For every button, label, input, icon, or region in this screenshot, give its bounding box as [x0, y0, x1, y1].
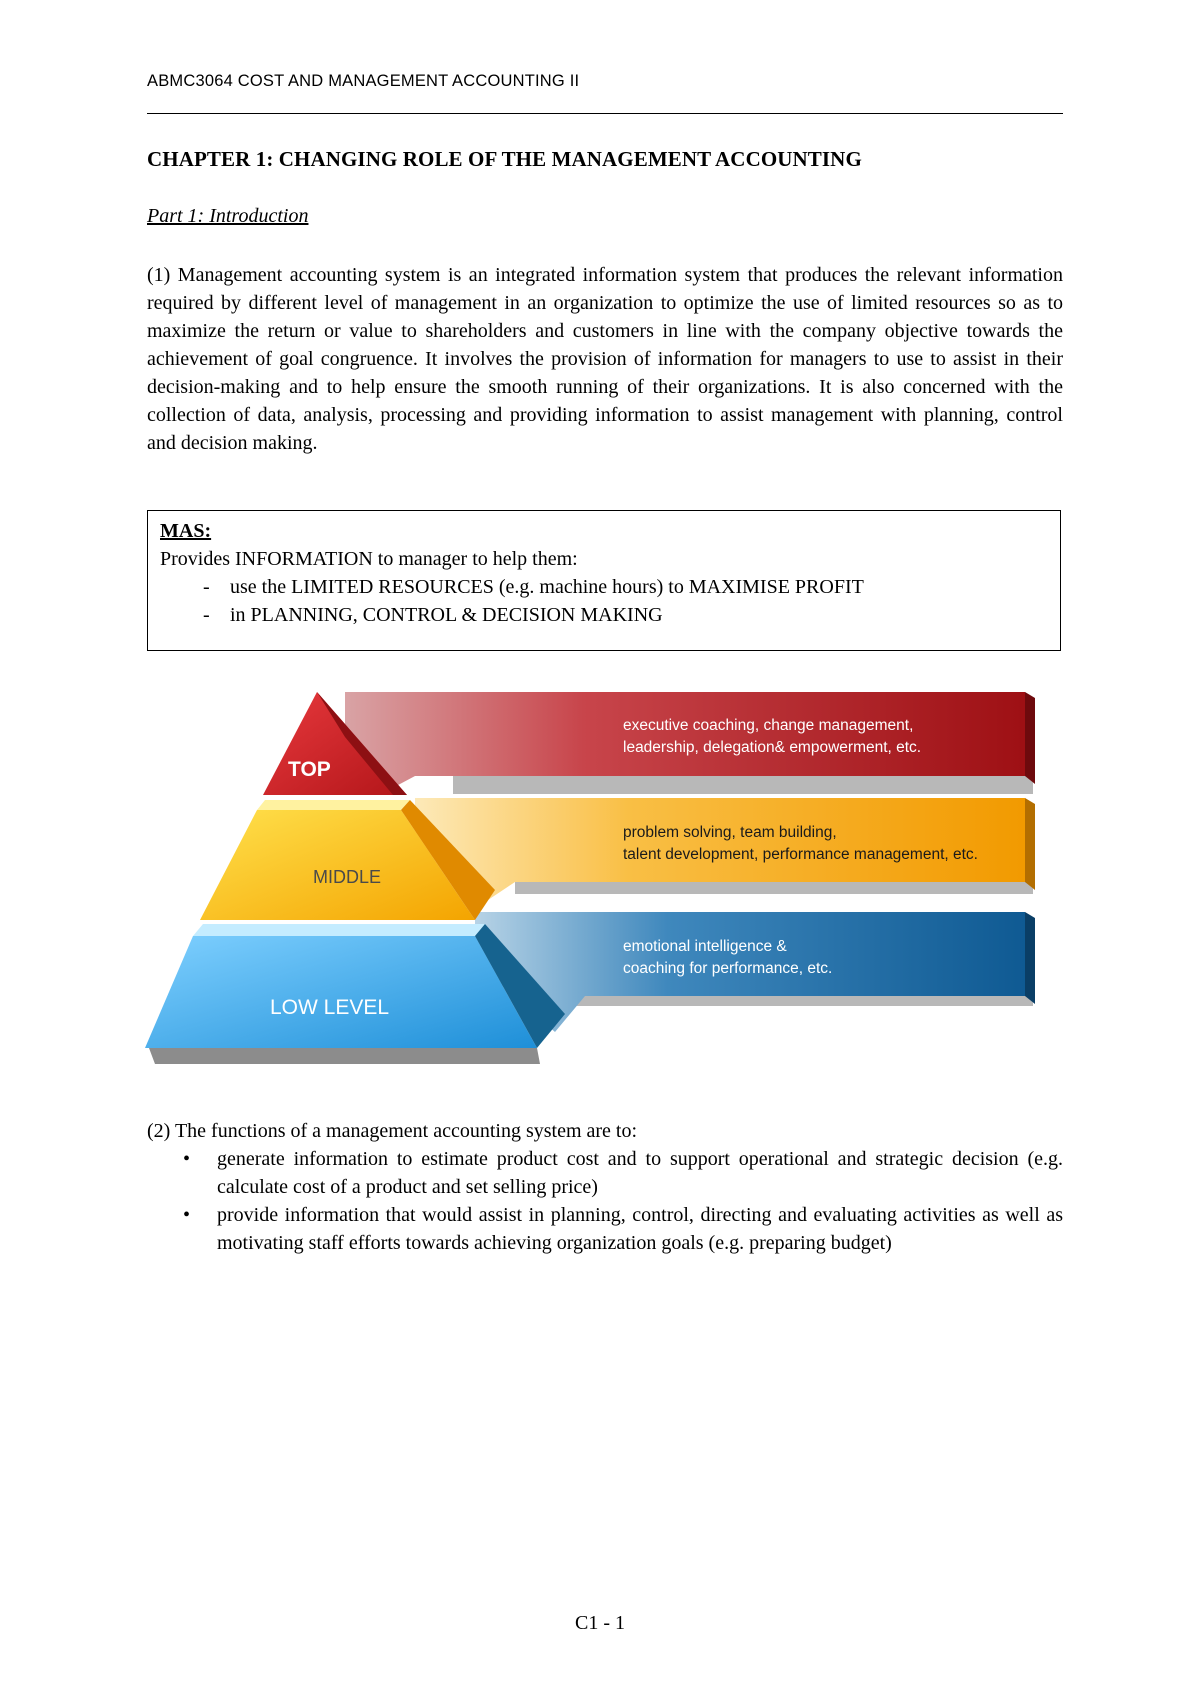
middle-band-line-1: problem solving, team building, — [623, 824, 837, 841]
mas-box-intro: Provides INFORMATION to manager to help them: — [160, 548, 578, 570]
mas-box-title: MAS: — [160, 520, 212, 542]
low-band-line-1: emotional intelligence & — [623, 938, 787, 955]
functions-list — [147, 1145, 1063, 1257]
bullet-icon: • — [183, 1204, 191, 1226]
dash-bullet: - — [203, 576, 210, 598]
header-rule — [147, 113, 1063, 114]
tier-label-low: LOW LEVEL — [270, 996, 390, 1019]
function-item-text: generate information to estimate product cost and to support operational and strategic decision (e.g. calculate cost of a product and set selling price) — [217, 1148, 1063, 1198]
chapter-title: CHAPTER 1: CHANGING ROLE OF THE MANAGEMENT ACCOUNTING — [147, 147, 862, 171]
running-header: ABMC3064 COST AND MANAGEMENT ACCOUNTING II — [147, 72, 580, 90]
pyramid-shadow — [149, 1048, 540, 1064]
mas-summary-box — [147, 510, 1061, 651]
dash-bullet: - — [203, 604, 210, 626]
function-item — [147, 1145, 1063, 1201]
intro-paragraph: (1) Management accounting system is an integrated information system that produces the relevant information required by different level of management in an organization to optimize the use of limited resources so as to maximize the return or value to shareholders and customers in line with the company objective towards the achievement of goal congruence. It involves the provision of information for managers to use to assist in their decision-making and to help ensure the smooth running of their organizations. It is also concerned with the collection of data, analysis, processing and providing information to assist management with planning, control and decision making. — [147, 264, 1063, 454]
function-item-text: provide information that would assist in planning, control, directing and evaluating activities as well as motivating staff efforts towards achieving organization goals (e.g. preparing budget) — [217, 1204, 1063, 1254]
low-band-line-2: coaching for performance, etc. — [623, 960, 833, 977]
tier-label-middle: MIDDLE — [313, 867, 382, 887]
mas-box-item — [160, 573, 864, 601]
part-heading: Part 1: Introduction — [147, 205, 309, 227]
middle-band-line-2: talent development, performance management, etc. — [623, 846, 978, 863]
bullet-icon: • — [183, 1148, 191, 1170]
mas-box-list — [160, 573, 864, 629]
top-band-line-2: leadership, delegation& empowerment, etc. — [623, 739, 922, 756]
mas-box-item-text: in PLANNING, CONTROL & DECISION MAKING — [230, 604, 663, 626]
management-levels-pyramid — [145, 692, 1055, 1072]
tier-label-top: TOP — [288, 758, 331, 781]
mas-box-item — [160, 601, 864, 629]
mas-box-item-text: use the LIMITED RESOURCES (e.g. machine hours) to MAXIMISE PROFIT — [230, 576, 864, 598]
top-band-line-1: executive coaching, change management, — [623, 717, 914, 734]
function-item — [147, 1201, 1063, 1257]
page-number: C1 - 1 — [575, 1612, 625, 1634]
functions-intro: (2) The functions of a management accounting system are to: — [147, 1120, 638, 1142]
